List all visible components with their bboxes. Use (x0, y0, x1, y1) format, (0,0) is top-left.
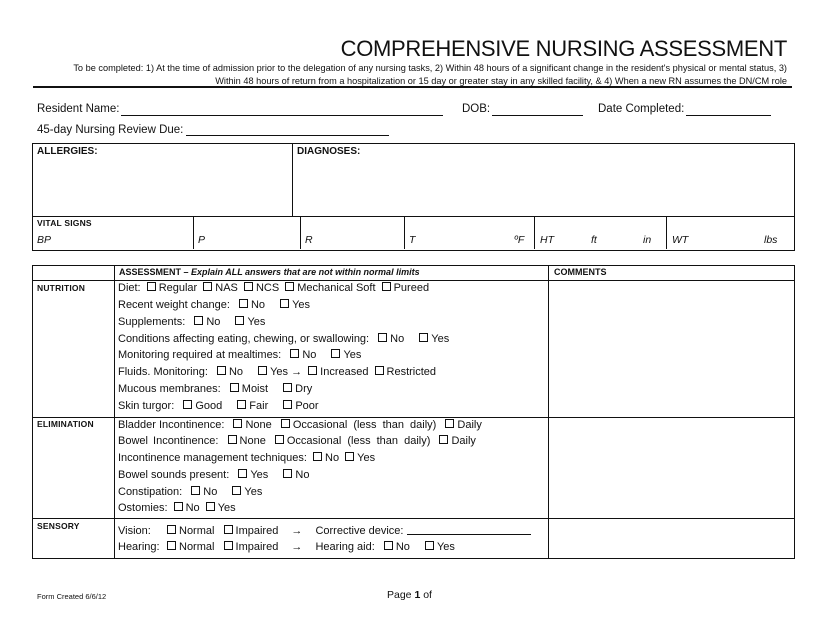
mechanical-soft-checkbox[interactable] (285, 282, 294, 291)
vital-divider (666, 217, 667, 249)
meal-monitoring-label: Monitoring required at mealtimes: (118, 349, 282, 361)
bladder-row (118, 419, 482, 431)
pureed-checkbox[interactable] (382, 282, 391, 291)
option-label: Yes (436, 541, 455, 553)
diagnoses-field[interactable] (293, 160, 791, 214)
mucous-label: Mucous membranes: (118, 383, 221, 395)
restricted-checkbox[interactable] (375, 366, 384, 375)
option-label: Restricted (386, 366, 437, 378)
incontinence-mgmt-yes-checkbox[interactable] (345, 452, 354, 461)
meal-monitoring-row (118, 349, 361, 361)
nas-checkbox[interactable] (203, 282, 212, 291)
poor-checkbox[interactable] (283, 400, 292, 409)
option-label: Regular (158, 282, 198, 294)
assessment-header-note: Explain ALL answers that are not within normal limits (191, 267, 420, 277)
review-due-label: 45-day Nursing Review Due: (37, 124, 184, 136)
option-label: Poor (295, 400, 319, 412)
constipation-yes-checkbox[interactable] (232, 486, 241, 495)
nutrition-comments[interactable] (549, 281, 792, 416)
fluids-row (118, 366, 436, 378)
vital-divider (534, 217, 535, 249)
option-label: Yes (292, 299, 311, 311)
option-label: No (206, 316, 221, 328)
comments-header: COMMENTS (554, 267, 607, 277)
resident-name-label: Resident Name: (37, 103, 120, 115)
corrective-device-label: Corrective device: (315, 525, 404, 537)
option-label: None (245, 419, 272, 431)
option-label: Increased (320, 366, 369, 378)
option-label: Pureed (393, 282, 430, 294)
option-label: No (250, 299, 266, 311)
date-completed-label: Date Completed: (598, 103, 685, 115)
dry-checkbox[interactable] (283, 383, 292, 392)
incontinence-mgmt-label: Incontinence management techniques: (118, 452, 307, 464)
option-label: No (325, 452, 340, 464)
weight-change-no-checkbox[interactable] (239, 299, 248, 308)
weight-change-yes-checkbox[interactable] (280, 299, 289, 308)
vision-row (118, 524, 531, 537)
option-label: Yes (217, 502, 236, 514)
option-label: Yes (244, 486, 263, 498)
section-sensory: SENSORY (37, 521, 80, 531)
fluids-yes-checkbox[interactable] (258, 366, 267, 375)
form-instructions: To be completed: 1) At the time of admission prior to the delegation of any nursing tasks, 2) Within 48 hours of a significant change in the resident's physical or mental status, 3) Within 48 hours of return from a hospitalization or 15 day or greater stay in any skilled facility, & 4) When a new RN assumes the DN/CM role (73, 63, 787, 86)
page-suffix: of (420, 589, 432, 601)
hearing-row (118, 541, 455, 553)
table-col-divider (114, 266, 115, 558)
pulse-label: P (198, 234, 206, 246)
skin-turgor-row (118, 400, 319, 412)
page-number (387, 589, 432, 601)
option-label: Impaired (235, 541, 279, 553)
option-label: Mechanical Soft (297, 282, 376, 294)
option-label: Impaired (235, 525, 279, 537)
sensory-comments[interactable] (549, 519, 792, 556)
option-label: Normal (179, 525, 215, 537)
bladder-label: Bladder Incontinence: (118, 419, 225, 431)
meal-monitoring-no-checkbox[interactable] (290, 349, 299, 358)
swallowing-no-checkbox[interactable] (378, 333, 387, 342)
diagnoses-label: DIAGNOSES: (297, 146, 361, 157)
dob-field[interactable] (492, 115, 583, 116)
option-label: Daily (457, 419, 482, 431)
corrective-device-field[interactable] (407, 524, 531, 535)
ostomies-yes-checkbox[interactable] (206, 502, 215, 511)
elimination-comments[interactable] (549, 418, 792, 517)
assessment-header (119, 267, 420, 277)
meal-monitoring-yes-checkbox[interactable] (331, 349, 340, 358)
allergies-label: ALLERGIES: (37, 146, 98, 157)
ncs-checkbox[interactable] (244, 282, 253, 291)
vision-label: Vision: (118, 525, 151, 537)
incontinence-mgmt-no-checkbox[interactable] (313, 452, 322, 461)
assessment-header-bold: ASSESSMENT – (119, 267, 192, 277)
fair-checkbox[interactable] (237, 400, 246, 409)
constipation-label: Constipation: (118, 486, 183, 498)
hearing-aid-label: Hearing aid: (315, 541, 375, 553)
allergies-field[interactable] (33, 160, 291, 214)
arrow-right-icon: → (291, 366, 303, 378)
option-label: Yes (250, 469, 269, 481)
option-label: No (302, 349, 317, 361)
option-label: NAS (215, 282, 238, 294)
fahrenheit-unit: ºF (514, 234, 525, 246)
swallowing-label: Conditions affecting eating, chewing, or swallowing: (118, 333, 370, 345)
bowel-sounds-label: Bowel sounds present: (118, 469, 230, 481)
constipation-no-checkbox[interactable] (191, 486, 200, 495)
vital-signs-label: VITAL SIGNS (37, 218, 92, 228)
skin-turgor-label: Skin turgor: (118, 400, 175, 412)
diet-row (118, 282, 429, 294)
bp-label: BP (37, 234, 52, 246)
vital-divider (193, 217, 194, 249)
bowel-row (118, 435, 476, 447)
pounds-unit: lbs (764, 234, 778, 246)
hearing-normal-checkbox[interactable] (167, 541, 176, 550)
option-label: Yes (247, 316, 266, 328)
feet-unit: ft (591, 234, 597, 246)
option-label: Yes (270, 366, 289, 378)
bladder-none-checkbox[interactable] (233, 419, 242, 428)
good-checkbox[interactable] (183, 400, 192, 409)
vision-normal-checkbox[interactable] (167, 525, 176, 534)
option-label: Daily (451, 435, 476, 447)
bladder-occasional-checkbox[interactable] (281, 419, 290, 428)
ostomies-row (118, 502, 236, 514)
bowel-label: Bowel Incontinence: (118, 435, 219, 447)
option-label: Moist (241, 383, 269, 395)
title-divider (33, 86, 792, 88)
option-label: No (185, 502, 200, 514)
fluids-no-checkbox[interactable] (217, 366, 226, 375)
ostomies-no-checkbox[interactable] (174, 502, 183, 511)
vital-divider (300, 217, 301, 249)
option-label: Yes (431, 333, 450, 345)
hearing-label: Hearing: (118, 541, 160, 553)
weight-label: WT (672, 234, 689, 246)
form-title: COMPREHENSIVE NURSING ASSESSMENT (340, 36, 787, 61)
resident-name-field[interactable] (121, 115, 443, 116)
vision-impaired-checkbox[interactable] (224, 525, 233, 534)
regular-checkbox[interactable] (147, 282, 156, 291)
arrow-right-icon: → (291, 525, 303, 537)
date-completed-field[interactable] (686, 115, 771, 116)
bowel-sounds-yes-checkbox[interactable] (238, 469, 247, 478)
review-due-field[interactable] (186, 135, 389, 136)
mucous-row (118, 383, 312, 395)
incontinence-mgmt-row (118, 452, 375, 464)
supplements-no-checkbox[interactable] (194, 316, 203, 325)
arrow-right-icon: → (291, 541, 303, 553)
section-elimination: ELIMINATION (37, 419, 94, 429)
option-label: No (228, 366, 243, 378)
bowel-sounds-row (118, 469, 309, 481)
inches-unit: in (643, 234, 652, 246)
supplements-row (118, 316, 265, 328)
option-label: NCS (255, 282, 280, 294)
ostomies-label: Ostomies: (118, 502, 168, 514)
option-label: Yes (343, 349, 362, 361)
section-nutrition: NUTRITION (37, 283, 86, 293)
option-label: No (295, 469, 310, 481)
option-label: Occasional (less than daily) (292, 419, 437, 431)
vitals-divider (33, 216, 794, 217)
dob-label: DOB: (462, 103, 491, 115)
bowel-sounds-no-checkbox[interactable] (283, 469, 292, 478)
supplements-yes-checkbox[interactable] (235, 316, 244, 325)
temperature-label: T (409, 234, 416, 246)
swallowing-row (118, 333, 449, 345)
hearing-impaired-checkbox[interactable] (224, 541, 233, 550)
bowel-occasional-checkbox[interactable] (275, 435, 284, 444)
supplements-label: Supplements: (118, 316, 186, 328)
option-label: Yes (357, 452, 376, 464)
page-prefix: Page (387, 589, 415, 601)
option-label: Fair (249, 400, 269, 412)
constipation-row (118, 486, 262, 498)
diet-label: Diet: (118, 282, 141, 294)
option-label: Normal (179, 541, 215, 553)
option-label: Dry (295, 383, 313, 395)
moist-checkbox[interactable] (230, 383, 239, 392)
option-label: No (203, 486, 218, 498)
option-label: Occasional (less than daily) (286, 435, 431, 447)
form-created-label: Form Created 6/6/12 (37, 592, 107, 601)
bladder-daily-checkbox[interactable] (445, 419, 454, 428)
bowel-daily-checkbox[interactable] (439, 435, 448, 444)
height-label: HT (540, 234, 554, 246)
option-label: No (390, 333, 405, 345)
weight-change-label: Recent weight change: (118, 299, 230, 311)
increased-checkbox[interactable] (308, 366, 317, 375)
option-label: None (239, 435, 266, 447)
hearing-aid-yes-checkbox[interactable] (425, 541, 434, 550)
option-label: Good (195, 400, 223, 412)
hearing-aid-no-checkbox[interactable] (384, 541, 393, 550)
page-num: 1 (414, 589, 421, 601)
bowel-none-checkbox[interactable] (228, 435, 237, 444)
weight-change-row (118, 299, 310, 311)
option-label: No (395, 541, 410, 553)
respiration-label: R (305, 234, 313, 246)
swallowing-yes-checkbox[interactable] (419, 333, 428, 342)
fluids-label: Fluids. Monitoring: (118, 366, 208, 378)
vital-divider (404, 217, 405, 249)
